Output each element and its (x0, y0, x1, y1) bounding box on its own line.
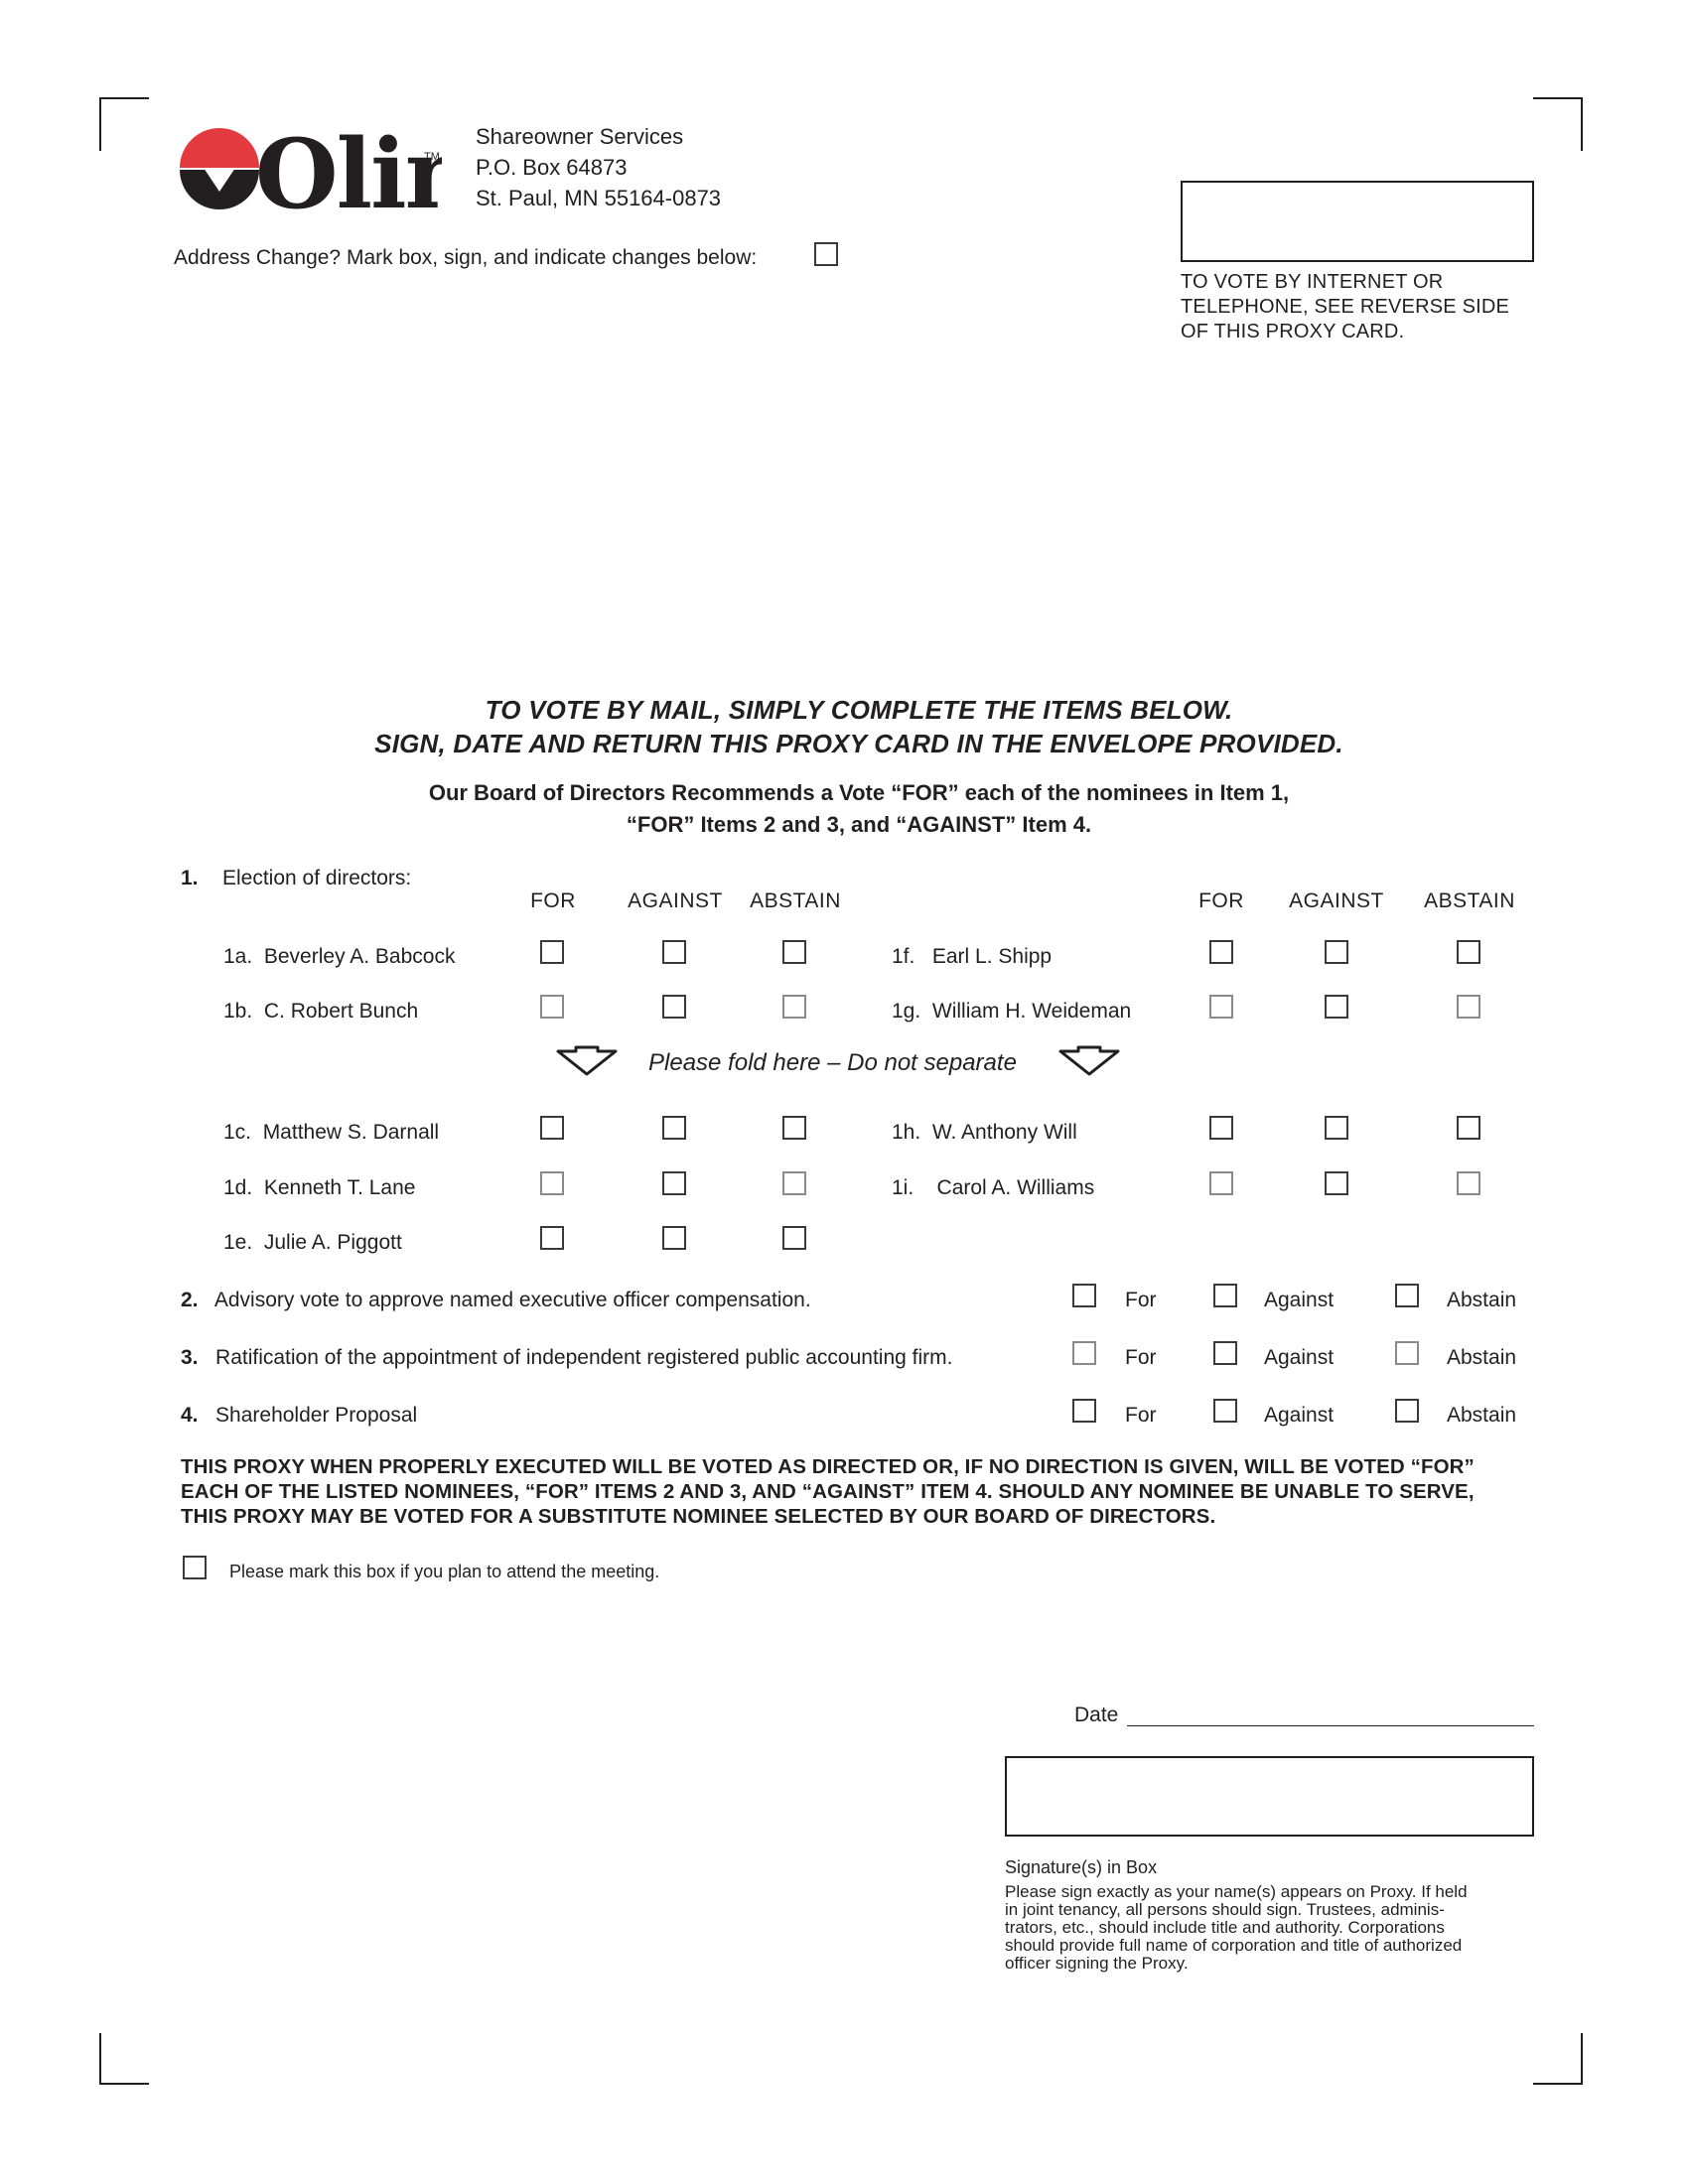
item1-number: 1. (181, 867, 199, 889)
nominee-1g-abstain-checkbox[interactable] (1457, 995, 1480, 1019)
shareowner-address (476, 121, 721, 213)
proposal-number: 2. (181, 1289, 199, 1311)
proposal-3 (181, 1345, 953, 1371)
col-header-against-right: AGAINST (1289, 889, 1384, 912)
nominee-1i-against-checkbox[interactable] (1325, 1171, 1348, 1195)
crop-mark-top-left (99, 97, 149, 151)
nominee-row-1b (223, 999, 418, 1024)
nominee-1c-abstain-checkbox[interactable] (782, 1116, 806, 1140)
disclaimer-line: EACH OF THE LISTED NOMINEES, “FOR” ITEMS 2 AND 3, AND “AGAINST” ITEM 4. SHOULD ANY NOMINEE BE UNABLE TO SERVE, (181, 1480, 1475, 1503)
proposal-4-against-checkbox[interactable] (1213, 1399, 1237, 1423)
proposal-2-against-label: Against (1264, 1289, 1335, 1311)
nominee-row-1g (892, 999, 1131, 1024)
nominee-1h-abstain-checkbox[interactable] (1457, 1116, 1480, 1140)
nominee-1b-against-checkbox[interactable] (662, 995, 686, 1019)
nominee-id: 1c. (223, 1121, 252, 1144)
proposal-label: Advisory vote to approve named executive officer compensation. (213, 1289, 811, 1311)
nominee-1a-abstain-checkbox[interactable] (782, 940, 806, 964)
address-line: Shareowner Services (476, 124, 684, 149)
nominee-name: W. Anthony Will (931, 1121, 1077, 1144)
board-recommendation-line2: “FOR” Items 2 and 3, and “AGAINST” Item 4. (626, 812, 1092, 837)
nominee-1b-abstain-checkbox[interactable] (782, 995, 806, 1019)
item1-label: Election of directors: (222, 867, 412, 889)
nominee-name: Earl L. Shipp (931, 945, 1053, 968)
proposal-2 (181, 1288, 811, 1313)
olin-logo-tm: TM (424, 151, 440, 163)
nominee-1h-against-checkbox[interactable] (1325, 1116, 1348, 1140)
proxy-disclaimer (181, 1454, 1541, 1529)
nominee-1e-for-checkbox[interactable] (540, 1226, 564, 1250)
fold-arrow-left-icon (554, 1045, 620, 1077)
address-change-label: Address Change? Mark box, sign, and indicate changes below: (174, 246, 758, 269)
nominee-name: William H. Weideman (931, 1000, 1132, 1023)
nominee-name: Carol A. Williams (936, 1176, 1095, 1199)
nominee-1d-against-checkbox[interactable] (662, 1171, 686, 1195)
nominee-row-1h (892, 1120, 1077, 1146)
nominee-1a-against-checkbox[interactable] (662, 940, 686, 964)
nominee-1c-against-checkbox[interactable] (662, 1116, 686, 1140)
signature-instruction-line: Please sign exactly as your name(s) appears on Proxy. If held (1005, 1882, 1468, 1901)
nominee-1e-against-checkbox[interactable] (662, 1226, 686, 1250)
signature-instruction-line: trators, etc., should include title and authority. Corporations (1005, 1918, 1445, 1937)
proposal-4-abstain-checkbox[interactable] (1395, 1399, 1419, 1423)
signature-box[interactable] (1005, 1756, 1534, 1837)
control-number-box (1181, 181, 1534, 262)
mail-instruction-line2: SIGN, DATE AND RETURN THIS PROXY CARD IN THE ENVELOPE PROVIDED. (374, 729, 1343, 758)
nominee-id: 1d. (223, 1176, 253, 1199)
nominee-name: C. Robert Bunch (263, 1000, 419, 1023)
olin-logo-wordmark: Olin (255, 124, 442, 213)
nominee-name: Kenneth T. Lane (263, 1176, 416, 1199)
nominee-1d-abstain-checkbox[interactable] (782, 1171, 806, 1195)
proposal-number: 3. (181, 1346, 199, 1369)
proposal-number: 4. (181, 1404, 199, 1427)
nominee-1a-for-checkbox[interactable] (540, 940, 564, 964)
address-change-checkbox[interactable] (814, 242, 838, 266)
proposal-3-abstain-checkbox[interactable] (1395, 1341, 1419, 1365)
vote-internet-line: OF THIS PROXY CARD. (1181, 321, 1405, 342)
crop-mark-top-right (1533, 97, 1583, 151)
nominee-1e-abstain-checkbox[interactable] (782, 1226, 806, 1250)
crop-mark-bottom-right (1533, 2033, 1583, 2085)
proposal-4-abstain-label: Abstain (1447, 1404, 1517, 1427)
proposal-2-for-checkbox[interactable] (1072, 1284, 1096, 1307)
proposal-3-for-label: For (1125, 1346, 1157, 1369)
nominee-1d-for-checkbox[interactable] (540, 1171, 564, 1195)
col-header-abstain-right: ABSTAIN (1424, 889, 1515, 912)
signature-instruction-line: in joint tenancy, all persons should sign. Trustees, adminis- (1005, 1900, 1445, 1919)
nominee-1f-for-checkbox[interactable] (1209, 940, 1233, 964)
nominee-id: 1a. (223, 945, 253, 968)
nominee-1b-for-checkbox[interactable] (540, 995, 564, 1019)
board-recommendation-line1: Our Board of Directors Recommends a Vote “FOR” each of the nominees in Item 1, (428, 780, 1290, 805)
nominee-1h-for-checkbox[interactable] (1209, 1116, 1233, 1140)
proposal-4-against-label: Against (1264, 1404, 1335, 1427)
address-line: P.O. Box 64873 (476, 155, 628, 180)
nominee-1f-against-checkbox[interactable] (1325, 940, 1348, 964)
date-line[interactable] (1127, 1725, 1534, 1726)
nominee-id: 1h. (892, 1121, 921, 1144)
olin-logo-mark (174, 124, 442, 213)
signature-box-label: Signature(s) in Box (1005, 1857, 1158, 1877)
vote-internet-note (1181, 270, 1509, 344)
nominee-name: Matthew S. Darnall (262, 1121, 440, 1144)
nominee-row-1d (223, 1175, 415, 1201)
proposal-3-abstain-label: Abstain (1447, 1346, 1517, 1369)
nominee-row-1a (223, 944, 455, 970)
nominee-1g-for-checkbox[interactable] (1209, 995, 1233, 1019)
col-header-for-right: FOR (1198, 889, 1244, 912)
nominee-row-1f (892, 944, 1052, 970)
col-header-against-left: AGAINST (628, 889, 723, 912)
signature-instruction-line: officer signing the Proxy. (1005, 1954, 1189, 1973)
signature-instruction-line: should provide full name of corporation and title of authorized (1005, 1936, 1463, 1955)
mail-instruction-line1: TO VOTE BY MAIL, SIMPLY COMPLETE THE ITEMS BELOW. (485, 695, 1233, 725)
attend-meeting-label: Please mark this box if you plan to attend the meeting. (229, 1562, 660, 1581)
nominee-row-1c (223, 1120, 439, 1146)
attend-meeting-checkbox[interactable] (183, 1556, 207, 1579)
crop-mark-bottom-left (99, 2033, 149, 2085)
proposal-4-for-checkbox[interactable] (1072, 1399, 1096, 1423)
olin-logo (174, 124, 442, 213)
proposal-2-abstain-label: Abstain (1447, 1289, 1517, 1311)
proposal-3-against-checkbox[interactable] (1213, 1341, 1237, 1365)
nominee-row-1e (223, 1230, 402, 1256)
nominee-name: Beverley A. Babcock (263, 945, 456, 968)
proposal-3-against-label: Against (1264, 1346, 1335, 1369)
disclaimer-line: THIS PROXY WHEN PROPERLY EXECUTED WILL BE VOTED AS DIRECTED OR, IF NO DIRECTION IS GIVEN, WILL BE VOTED “FOR” (181, 1455, 1475, 1478)
nominee-1f-abstain-checkbox[interactable] (1457, 940, 1480, 964)
proposal-4-for-label: For (1125, 1404, 1157, 1427)
proposal-4 (181, 1403, 417, 1429)
nominee-id: 1f. (892, 945, 915, 968)
disclaimer-line: THIS PROXY MAY BE VOTED FOR A SUBSTITUTE NOMINEE SELECTED BY OUR BOARD OF DIRECTORS. (181, 1505, 1216, 1528)
nominee-1i-abstain-checkbox[interactable] (1457, 1171, 1480, 1195)
signature-instructions (1005, 1883, 1541, 1973)
vote-internet-line: TO VOTE BY INTERNET OR (1181, 271, 1444, 293)
proposal-3-for-checkbox[interactable] (1072, 1341, 1096, 1365)
nominee-1g-against-checkbox[interactable] (1325, 995, 1348, 1019)
nominee-id: 1e. (223, 1231, 253, 1254)
nominee-id: 1b. (223, 1000, 253, 1023)
nominee-row-1i (892, 1175, 1094, 1201)
nominee-id: 1g. (892, 1000, 921, 1023)
fold-instruction: Please fold here – Do not separate (648, 1049, 1017, 1076)
proposal-label: Ratification of the appointment of independent registered public accounting firm. (215, 1346, 953, 1369)
date-label: Date (1074, 1704, 1119, 1726)
nominee-id: 1i. (892, 1176, 914, 1199)
vote-internet-line: TELEPHONE, SEE REVERSE SIDE (1181, 296, 1510, 318)
nominee-name: Julie A. Piggott (263, 1231, 402, 1254)
nominee-1i-for-checkbox[interactable] (1209, 1171, 1233, 1195)
proposal-2-for-label: For (1125, 1289, 1157, 1311)
col-header-for-left: FOR (530, 889, 576, 912)
proposal-2-abstain-checkbox[interactable] (1395, 1284, 1419, 1307)
fold-arrow-right-icon (1056, 1045, 1122, 1077)
address-line: St. Paul, MN 55164-0873 (476, 186, 722, 210)
proposal-2-against-checkbox[interactable] (1213, 1284, 1237, 1307)
proposal-label: Shareholder Proposal (215, 1404, 418, 1427)
col-header-abstain-left: ABSTAIN (750, 889, 841, 912)
nominee-1c-for-checkbox[interactable] (540, 1116, 564, 1140)
